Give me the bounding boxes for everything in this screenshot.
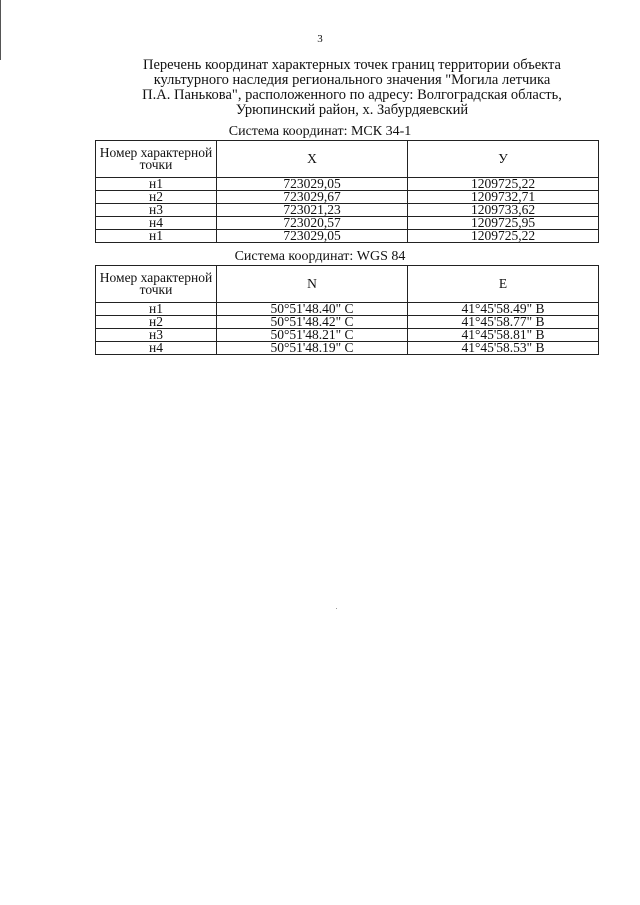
msk-coordinates-table xyxy=(95,140,599,243)
title-line: Перечень координат характерных точек границ территории объекта xyxy=(143,57,561,73)
cell-y: 1209732,71 xyxy=(408,191,599,204)
table-row xyxy=(96,342,599,355)
scan-speck xyxy=(336,608,337,609)
document-title xyxy=(118,58,586,118)
cell-y: 1209725,22 xyxy=(408,230,599,243)
cell-e: 41°45'58.81" В xyxy=(408,329,599,342)
cell-point: н4 xyxy=(96,217,217,230)
header-x: Х xyxy=(217,141,408,178)
title-line: Урюпинский район, х. Забурдяевский xyxy=(235,102,469,118)
table-header-row xyxy=(96,141,599,178)
header-n: N xyxy=(217,266,408,303)
cell-point: н1 xyxy=(96,178,217,191)
cell-point: н3 xyxy=(96,329,217,342)
page-number: 3 xyxy=(317,33,323,45)
cell-point: н4 xyxy=(96,342,217,355)
cell-point: н3 xyxy=(96,204,217,217)
cell-point: н2 xyxy=(96,191,217,204)
table2-caption: Система координат: WGS 84 xyxy=(234,249,406,264)
cell-e: 41°45'58.53" В xyxy=(408,342,599,355)
wgs84-coordinates-table xyxy=(95,265,599,355)
cell-n: 50°51'48.21" С xyxy=(217,329,408,342)
cell-e: 41°45'58.77" В xyxy=(408,316,599,329)
margin-line xyxy=(0,0,1,60)
table-row xyxy=(96,230,599,243)
cell-y: 1209725,95 xyxy=(408,217,599,230)
cell-x: 723029,67 xyxy=(217,191,408,204)
cell-n: 50°51'48.19" С xyxy=(217,342,408,355)
cell-point: н1 xyxy=(96,303,217,316)
cell-n: 50°51'48.40" С xyxy=(217,303,408,316)
cell-y: 1209725,22 xyxy=(408,178,599,191)
header-e: E xyxy=(408,266,599,303)
header-point-number: Номер характерной точки xyxy=(96,266,217,303)
title-line: П.А. Панькова", расположенного по адресу: Волгоградская область, xyxy=(142,87,562,103)
table-header-row xyxy=(96,266,599,303)
header-point-number: Номер характерной точки xyxy=(96,141,217,178)
cell-point: н1 xyxy=(96,230,217,243)
header-y: У xyxy=(408,141,599,178)
cell-x: 723020,57 xyxy=(217,217,408,230)
cell-n: 50°51'48.42" С xyxy=(217,316,408,329)
cell-e: 41°45'58.49" В xyxy=(408,303,599,316)
cell-x: 723029,05 xyxy=(217,230,408,243)
cell-x: 723029,05 xyxy=(217,178,408,191)
cell-y: 1209733,62 xyxy=(408,204,599,217)
title-line: культурного наследия регионального значения "Могила летчика xyxy=(153,72,551,88)
cell-x: 723021,23 xyxy=(217,204,408,217)
cell-point: н2 xyxy=(96,316,217,329)
table1-caption: Система координат: МСК 34-1 xyxy=(228,124,412,139)
